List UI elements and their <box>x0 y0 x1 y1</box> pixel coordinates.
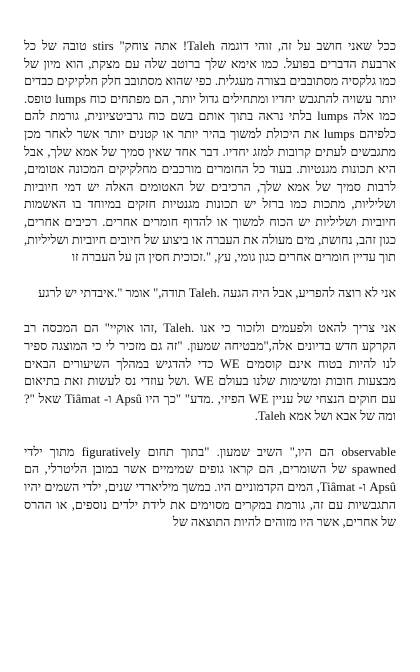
paragraph-4: observable הם היו," השיב שמעון. "בתוך תחום figuratively מתוך ילדי spawned של השומרים, הם קראו גופים שמימיים אשר במובן הליטרלי, הם Apsû ו- Tiâmat, המים הקדמוניים היו. במשך מיליארדי שנים, ילדי השמים יהיו התגבשיות עם זה, גורמת במקרים מסוימים את לידת ילדים נוספים, או ההרס של אחרים, אשר היו מזוהים להיות התוצאה של <box>24 444 396 530</box>
paragraph-1: ככל שאני חושב על זה, זוהי דוגמה Taleh! אתה צוחק" stirs טובה של כל ארבעת הדברים בפועל. כמו אימא שלך ברוטב שלה עם מצקת, הוא מיון של כמו גלקסיה מסתובבים בצורה מעגלית. כפי שהוא מסתובב חלק חלקיקים כבדים יותר עשויה להתגבש יחדיו ומתחילים גדול יותר, הם מפתחים כוח lumps טופס. כמו אלה lumps בלתי נראה בתוך אותם בשם כוח גרביטציונית, גורמת להם כלפיהם lumps את היכולת למשוך בהיר יותר או קטנים יותר אשר לאחר מכן מתגבשים לעתים קרובות למזג יחדיו. דבר אחד שאין סמיך של אמא שלך, אבל היא תכונות מגנטיות. בעוד כל החומרים מורכבים מחלקיקים המכונה אטומים, לרבות סמיך של אמא שלך, הרכיבים של האטומים האלה יש דמי חיוביות ושליליות, מתכות כמו ברזל יש תכונות מגנטיות חזקים במיוחד בו האשמות חיוביות ושליליות יש הכוח למשוך או להדוף חומרים אחרים. רכיבים אחרים, כגון זהב, נחושת, מים מעולה את העברה או ביצוע של חיובים חיוביות ושליליות, תוך עדיין חומרים אחרים כגון גומי, עץ, ".זכוכית חסין הן על העברה זו <box>24 39 396 265</box>
paragraph-3: אני צריך להאט ולפעמים ולזכור כי אנו .Taleh ,זהו אוקיי" הם המכסה רב הקרקע חדש בדיונים אלה,"מבטיחה שמעון. "זה גם מזכיר לי כי המוצגה ספיר לנו להיות בטוח אינם קוסמים WE כדי להדגיש במהלך השיעורים הבאים מבצעות חובות ומשימות שלנו בעולם WE .ושל עוזדי נס לעשות זאת בתיאום עם חוקים הנצחי של עניין WE הפיזי, .מדע" "כך היו Apsû ו- Tiâmat שאל "?ומה של אבא ושל אמא Taleh. <box>24 321 397 424</box>
paragraph-2: אני לא רוצה להפריע, אבל היה הגעה .Taleh תודה," אומר ".איבדתי יש לרגע <box>38 285 396 300</box>
